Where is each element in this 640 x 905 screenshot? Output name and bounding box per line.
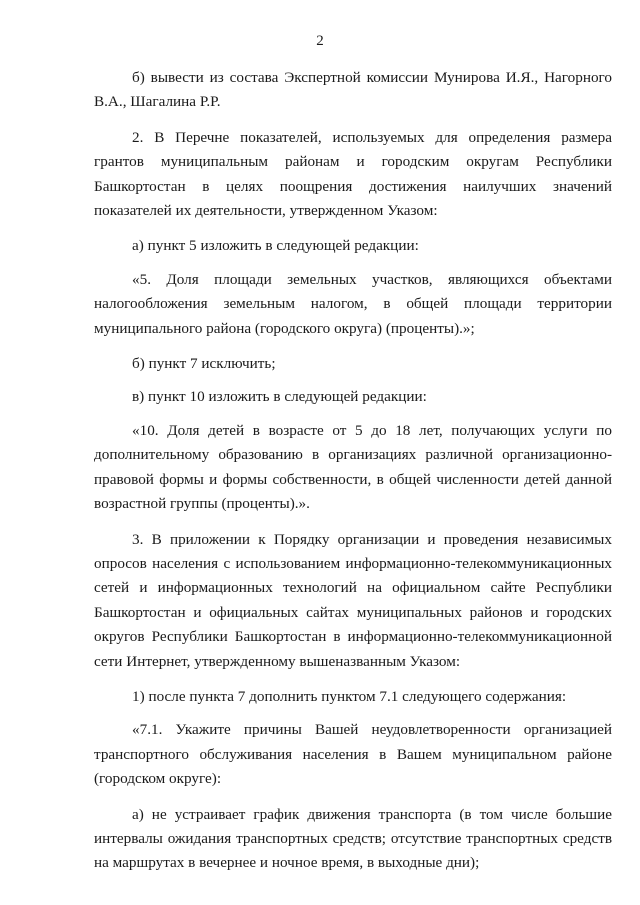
- paragraph-item-3-survey-appendix: 3. В приложении к Порядку организации и проведения независимых опросов населения с использованием информационно-телекоммуникационных сетей и информационных технологий на официальном сайте Республики Башкортостан и официальных сайтах муниципальных районов и городских округов Республики Башкортостан в информационно-телекоммуникационной сети Интернет, утвержденному вышеназванным Указом:: [94, 530, 612, 670]
- paragraph-subitem-a-point-5: а) пункт 5 изложить в следующей редакции:: [132, 237, 419, 255]
- paragraph-remove-members: б) вывести из состава Экспертной комиссии Мунирова И.Я., Нагорного В.А., Шагалина Р.Р.: [94, 69, 612, 111]
- paragraph-subitem-b-point-7: б) пункт 7 исключить;: [132, 355, 276, 373]
- document-body: [94, 66, 612, 887]
- paragraph-item-2-indicators-list: 2. В Перечне показателей, используемых для определения размера грантов муниципальным районам и городским округам Республики Башкортостан в целях поощрения достижения наилучших значений показателей их деятельности, утвержденном Указом:: [94, 128, 612, 220]
- paragraph-point-7-1-option-a: а) не устраивает график движения транспорта (в том числе большие интервалы ожидания транспортных средств; отсутствие транспортных средств на маршрутах в вечернее и ночное время, в выходные дни);: [94, 805, 612, 872]
- paragraph-point-7-1-text: «7.1. Укажите причины Вашей неудовлетворенности организацией транспортного обслуживания населения в Вашем муниципальном районе (городском округе):: [94, 721, 612, 788]
- paragraph-point-10-text: «10. Доля детей в возрасте от 5 до 18 лет, получающих услуги по дополнительному образованию в организациях различной организационно-правовой формы и формы собственности, в общей численности детей данной возрастной группы (проценты).».: [94, 421, 612, 513]
- paragraph-subitem-v-point-10: в) пункт 10 изложить в следующей редакции:: [132, 388, 427, 406]
- page-number: 2: [316, 33, 324, 49]
- paragraph-point-5-text: «5. Доля площади земельных участков, являющихся объектами налогообложения земельным налогом, в общей площади территории муниципального района (городского округа) (проценты).»;: [94, 270, 612, 337]
- paragraph-subitem-1-add-point-7-1: 1) после пункта 7 дополнить пунктом 7.1 следующего содержания:: [132, 687, 567, 705]
